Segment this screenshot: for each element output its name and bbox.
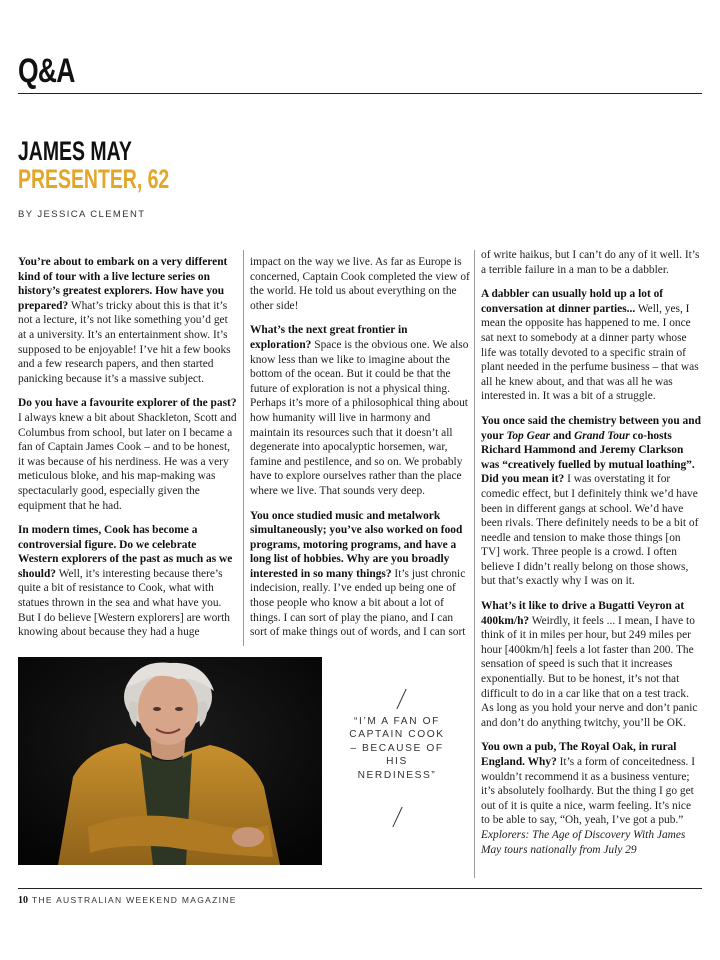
answer: of write haikus, but I can’t do any of it well. It’s a terrible failure in a man to be a dabbler. <box>481 249 700 276</box>
interviewee-role: PRESENTER, 62 <box>18 164 170 194</box>
quote-slash-top <box>396 689 406 709</box>
question: Do you have a favourite explorer of the past? <box>18 397 237 410</box>
interviewee-name: JAMES MAY <box>18 136 132 166</box>
portrait-photo <box>18 657 322 865</box>
answer: What’s tricky about this is that it’s not a lecture, it’s not like something you’d get at a university. It’s an entertainment show. It’s supposed to be enjoyable! I’ve hit a few books and a few research papers, and then started panicking because it’s a massive subject. <box>18 299 231 385</box>
qa-paragraph <box>250 255 471 313</box>
qa-paragraph <box>18 396 238 513</box>
byline: BY JESSICA CLEMENT <box>18 209 146 220</box>
question: What’s the next great frontier in exploration? <box>250 324 408 351</box>
answer: Well, it’s interesting because there’s quite a bit of resistance to Cook, what with statues thrown in the sea and what have you. But I do believe [Western explorers] are worth knowing about because they had a huge <box>18 567 230 639</box>
article-column-3 <box>481 248 702 857</box>
question: What’s it like to drive a Bugatti Veyron at 400km/h? <box>481 600 685 627</box>
article-column-1 <box>18 255 238 650</box>
answer: I always knew a bit about Shackleton, Scott and Columbus from school, but later on I became a fan of Captain James Cook – and to be honest, it was because of his nerdiness. He was a very meticulous bloke, and his map-making was spectacularly good, especially given the equipment that he had. <box>18 411 237 512</box>
question: You’re about to embark on a very different kind of tour with a live lecture series on history’s greatest explorers. How have you prepared? <box>18 256 228 312</box>
tour-note: Explorers: The Age of Discovery With James May tours nationally from July 29 <box>481 828 686 856</box>
qa-paragraph <box>481 599 702 730</box>
qa-paragraph <box>481 248 702 277</box>
answer: It’s a form of conceitedness. I wouldn’t recommend it as a business venture; it’s absolutely foolhardy. But the thing I go get out of it is quite a nice, warm feeling. It’s nice to be able to say, “Oh, yeah, I’ve got a pub.” <box>481 756 695 827</box>
column-divider <box>243 250 244 646</box>
answer: Weirdly, it feels ... I mean, I have to think of it in miles per hour, but 249 miles per hour [400km/h] feels a lot faster than 200. The sensation of speed is such that it increases exponentially. But to be honest, it’s not that difficult to do in a car like that on a test track. As long as you hold your nerve and don’t panic and don’t do anything twitchy, you’ll be OK. <box>481 614 698 729</box>
question: You once studied music and metalwork simultaneously; you’ve also worked on food programs, motoring programs, and have a long list of hobbies. Why are you broadly interested in so many things? <box>250 509 463 580</box>
qa-paragraph <box>250 509 471 640</box>
publication-name: THE AUSTRALIAN WEEKEND MAGAZINE <box>32 895 237 905</box>
qa-paragraph <box>481 287 702 404</box>
question: You own a pub, The Royal Oak, in rural England. Why? <box>481 741 677 768</box>
article-column-2 <box>250 255 471 650</box>
question: You once said the chemistry between you and your Top Gear and Grand Tour co-hosts Richard Hammond and Jeremy Clarkson was “creatively fuelled by mutual loathing”. Did you mean it? <box>481 414 701 486</box>
page-number: 10 <box>18 895 28 906</box>
qa-paragraph <box>481 740 702 857</box>
section-label: Q&A <box>18 52 75 90</box>
portrait-illustration <box>18 657 322 865</box>
question: In modern times, Cook has become a controversial figure. Do we celebrate Western explorers of the past as much as we should? <box>18 524 233 580</box>
qa-paragraph <box>18 255 238 386</box>
answer: I was overstating it for comedic effect, but I definitely think we’d have been in different gangs at school. We’d have been rivals. There definitely needs to be a bit of needle and tension to make those things [on TV] work. Three people is a crowd. I often believe I didn’t really belong on those shows, but that’s exactly why I was on it. <box>481 473 699 588</box>
header-rule <box>18 93 702 94</box>
answer: Space is the obvious one. We also know less than we like to imagine about the bottom of the ocean. But it could be that the future of exploration is not a physical thing. Perhaps it’s more of a philosophical thing about how humanity will live in harmony and maintain its resources such that it doesn’t all degenerate into apocalyptic horsemen, war, famine and pestilence, and so on. We probably have to explore ourselves rather than the place where we live. That sounds very deep. <box>250 338 469 497</box>
footer-rule <box>18 888 702 889</box>
question: A dabbler can usually hold up a lot of conversation at dinner parties... <box>481 288 664 315</box>
pull-quote: “I’M A FAN OF CAPTAIN COOK – BECAUSE OF HIS NERDINESS” <box>349 716 445 781</box>
qa-paragraph <box>18 523 238 640</box>
page-footer <box>18 895 237 906</box>
answer: impact on the way we live. As far as Europe is concerned, Captain Cook completed the view of the world. He told us about everything on the other side! <box>250 256 470 312</box>
qa-paragraph <box>481 414 702 589</box>
answer: Well, yes, I mean the opposite has happened to me. I once sat next to somebody at a dinner party whose life was totally devoted to a specific strain of plant needed in the perfume business – that was all he knew about, and that was all he was interested in. It was a bit of a struggle. <box>481 302 699 403</box>
quote-slash-bottom <box>392 807 402 827</box>
column-divider <box>474 250 475 878</box>
qa-paragraph <box>250 323 471 498</box>
answer: It’s just chronic indecision, really. I’ve ended up being one of those people who know a bit about a lot of things. I can sort of play the piano, and I can sort of make things out of words, and I can sort <box>250 567 466 639</box>
